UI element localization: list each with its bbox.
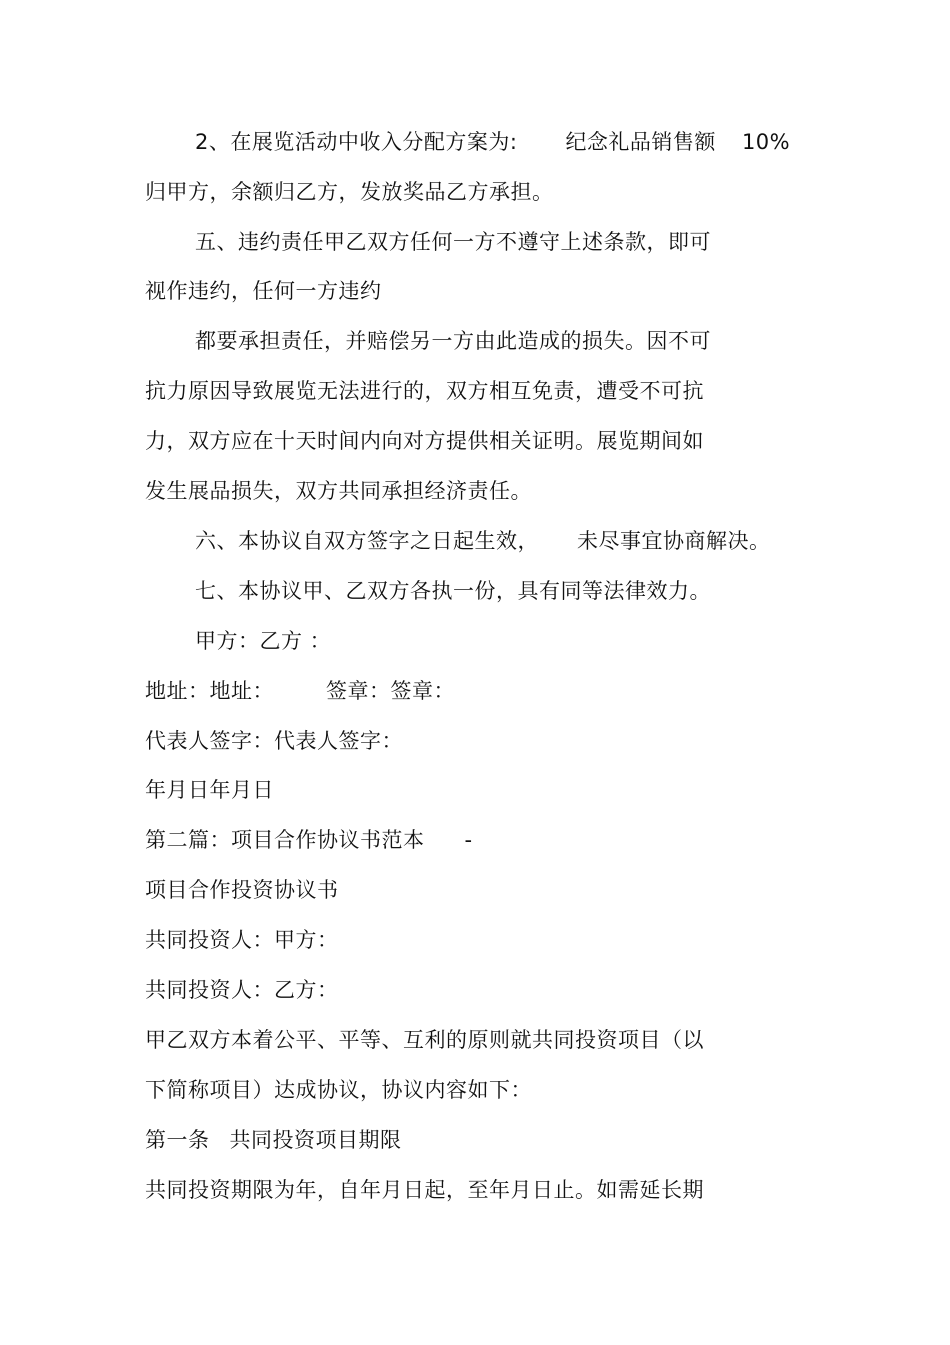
text-segment: 六、本协议自双方签字之日起生效， (195, 529, 539, 553)
paragraph-line: 五、违约责任甲乙双方任何一方不遵守上述条款，即可 (195, 230, 711, 254)
article-heading (145, 1125, 402, 1155)
section-heading (145, 825, 473, 855)
paragraph-line: 视作违约，任何一方违约 (145, 279, 382, 303)
paragraph-line (195, 127, 790, 157)
paragraph-line: 共同投资人：乙方： (145, 978, 339, 1002)
paragraph-line: 归甲方，余额归乙方，发放奖品乙方承担。 (145, 180, 554, 204)
paragraph-line: 甲方：乙方 ： (195, 629, 332, 653)
paragraph-line: 共同投资期限为年，自年月日起，至年月日止。如需延长期 (145, 1178, 704, 1202)
text-segment: 未尽事宜协商解决。 (577, 529, 771, 553)
text-segment: 2、在展览活动中收入分配方案为: (195, 130, 518, 154)
document-title: 项目合作投资协议书 (145, 878, 339, 902)
text-segment: 共同投资项目期限 (229, 1128, 402, 1152)
paragraph-line: 力，双方应在十天时间内向对方提供相关证明。展览期间如 (145, 429, 704, 453)
text-segment: 纪念礼品销售额 (565, 130, 716, 154)
paragraph-line: 甲乙双方本着公平、平等、互利的原则就共同投资项目（以 (145, 1028, 704, 1052)
paragraph-line: 发生展品损失，双方共同承担经济责任。 (145, 479, 532, 503)
paragraph-line: 共同投资人：甲方： (145, 928, 339, 952)
paragraph-line: 七、本协议甲、乙双方各执一份，具有同等法律效力。 (195, 579, 711, 603)
paragraph-line (145, 676, 455, 706)
paragraph-line (195, 526, 771, 556)
paragraph-line: 下简称项目）达成协议，协议内容如下： (145, 1078, 532, 1102)
text-segment: 签章：签章： (326, 679, 455, 703)
paragraph-line: 代表人签字：代表人签字： (145, 729, 403, 753)
paragraph-line: 都要承担责任，并赔偿另一方由此造成的损失。因不可 (195, 329, 711, 353)
paragraph-line: 抗力原因导致展览无法进行的，双方相互免责，遭受不可抗 (145, 379, 704, 403)
paragraph-line: 年月日年月日 (145, 778, 274, 802)
text-segment: - (464, 828, 473, 852)
text-segment: 地址：地址： (145, 679, 274, 703)
text-segment: 10% (741, 130, 791, 154)
text-segment: 第一条 (145, 1128, 210, 1152)
text-segment: 第二篇：项目合作协议书范本 (145, 828, 425, 852)
